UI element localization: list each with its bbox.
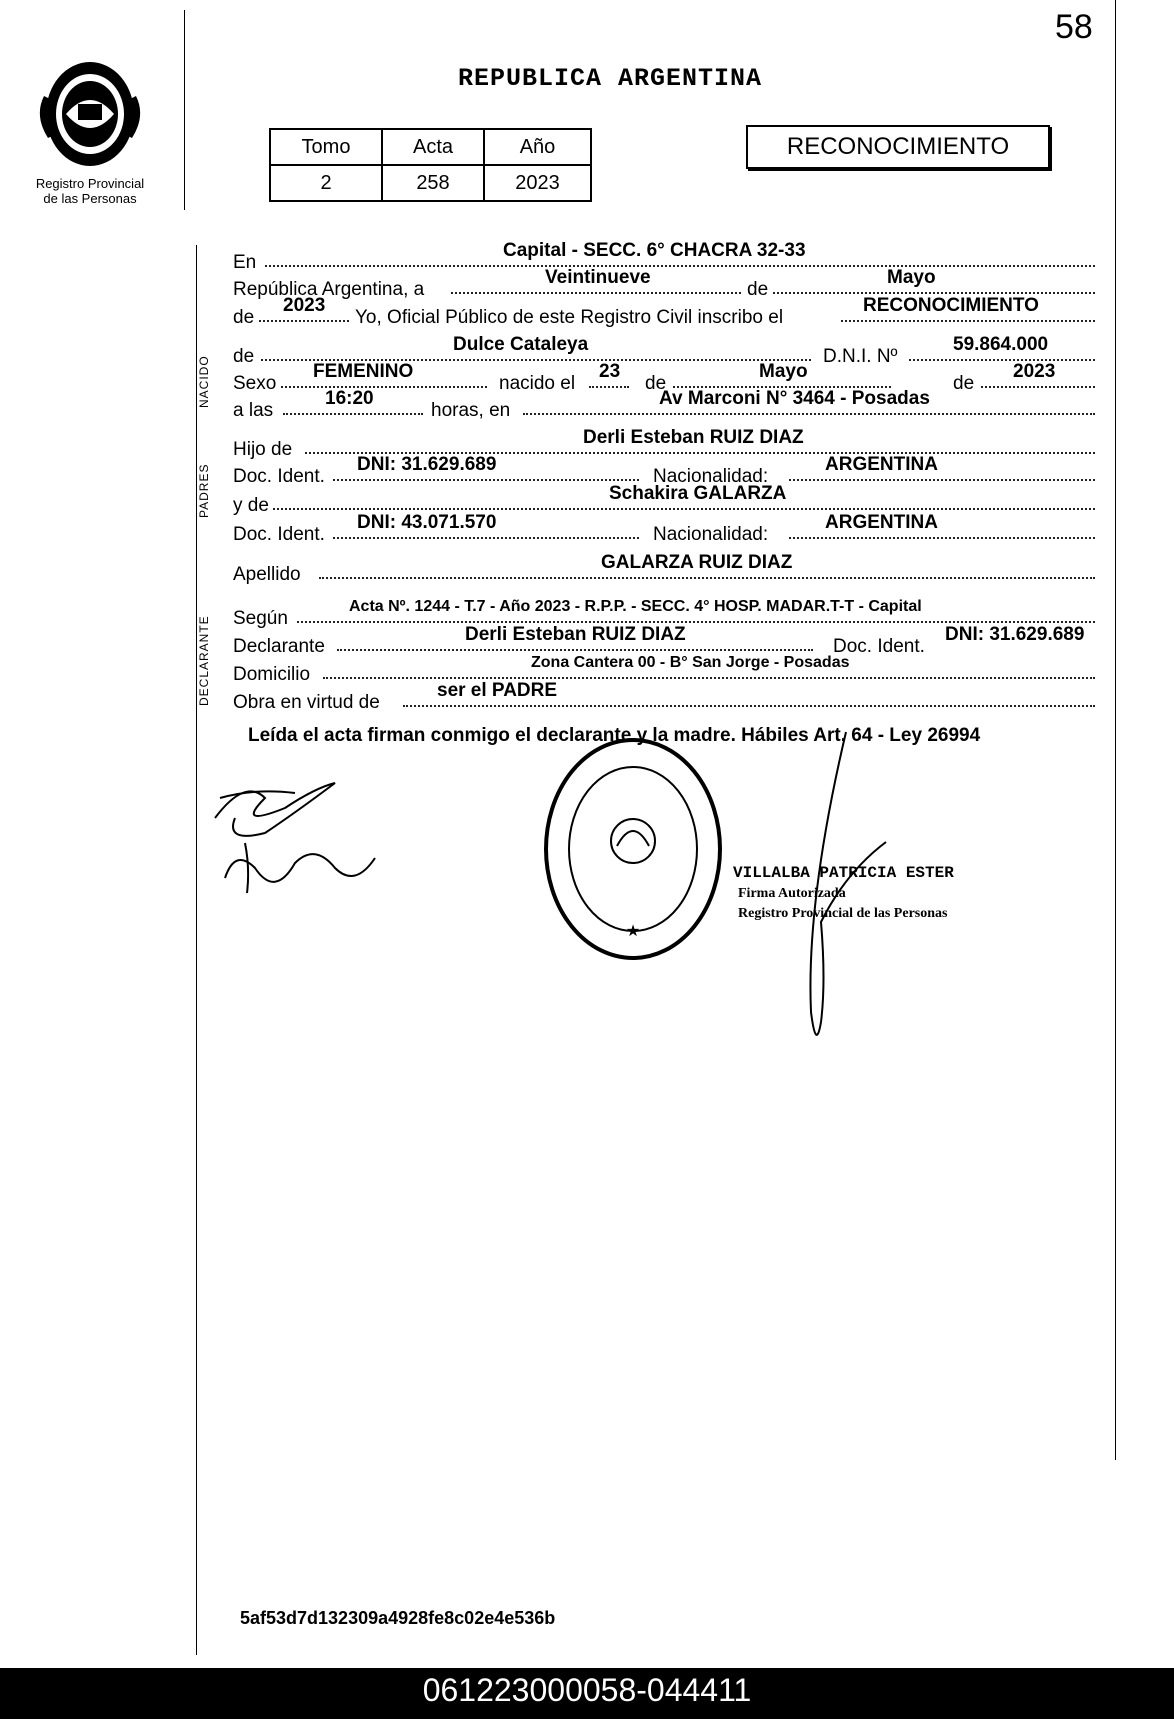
label-nacionalidad: Nacionalidad: [653,524,769,545]
row-hora [233,388,1103,421]
label-sexo: Sexo [233,373,277,394]
provincial-seal-logo [34,56,146,174]
dotted-line [333,479,639,481]
signature-declarante [205,758,385,908]
label-domicilio: Domicilio [233,664,311,685]
row-en [233,240,1103,273]
label-de: de [233,307,255,328]
table-header-anio: Año [484,129,591,165]
value-padre-nacionalidad: ARGENTINA [825,454,938,475]
value-mes: Mayo [887,267,936,288]
dotted-line [265,265,1095,267]
label-horas-en: horas, en [431,400,511,421]
dotted-line [981,386,1095,388]
svg-text:★: ★ [625,923,641,940]
row-obra [233,680,1103,713]
row-apellido [233,552,1103,585]
label-yde: y de [233,495,269,516]
value-dia: Veintinueve [545,267,651,288]
acta-reference-table [269,128,592,202]
label-dni: D.N.I. Nº [823,346,898,367]
value-segun: Acta Nº. 1244 - T.7 - Año 2023 - R.P.P. - SECC. 4° HOSP. MADAR.T-T - Capital [349,598,922,615]
value-nacido-dia: 23 [599,361,621,382]
registry-name [20,176,160,206]
barcode-number: 061223000058-044411 [422,1672,752,1708]
closing-statement: Leída el acta firman conmigo el declarante y la madre. Hábiles Art. 64 - Ley 26994 [248,725,981,746]
label-de: de [953,373,975,394]
label-de: de [645,373,667,394]
page-number: 58 [1055,8,1093,46]
value-declarante-doc: DNI: 31.629.689 [945,624,1085,645]
value-domicilio: Zona Cantera 00 - B° San Jorge - Posadas [531,654,850,671]
value-nacido-mes: Mayo [759,361,808,382]
label-nacido: nacido el [499,373,576,394]
dotted-line [281,386,487,388]
value-lugar-nacimiento: Av Marconi N° 3464 - Posadas [659,388,930,409]
margin-line [196,245,197,1655]
value-anio: 2023 [283,295,326,316]
value-lugar-inscripcion: Capital - SECC. 6° CHACRA 32-33 [503,240,806,261]
value-madre: Schakira GALARZA [609,483,787,504]
value-apellido: GALARZA RUIZ DIAZ [601,552,793,573]
value-inscribo: RECONOCIMIENTO [863,295,1039,316]
dotted-line [841,320,1095,322]
document-hash: 5af53d7d132309a4928fe8c02e4e536b [240,1608,556,1628]
label-alas: a las [233,400,274,421]
margin-line [1115,0,1116,1460]
dotted-line [259,320,349,322]
row-domicilio [233,655,1103,683]
dotted-line [789,479,1095,481]
official-stamp [542,736,724,962]
value-madre-nacionalidad: ARGENTINA [825,512,938,533]
margin-line [184,10,185,210]
value-madre-doc: DNI: 43.071.570 [357,512,497,533]
value-dni: 59.864.000 [953,334,1049,355]
dotted-line [451,292,741,294]
label-obra: Obra en virtud de [233,692,380,713]
officer-office: Registro Provincial de las Personas [738,906,948,921]
act-type-box: RECONOCIMIENTO [746,125,1050,169]
dotted-line [589,386,629,388]
dotted-line [909,359,1095,361]
officer-role: Firma Autorizada [738,886,846,901]
officer-name: VILLALBA PATRICIA ESTER [733,864,954,882]
table-header-tomo: Tomo [270,129,382,165]
dotted-line [523,413,1095,415]
dotted-line [333,537,639,539]
row-madre-doc [233,512,1103,545]
label-de: de [233,346,255,367]
page-title: REPUBLICA ARGENTINA [458,64,763,93]
value-hora: 16:20 [325,388,374,409]
label-declarante-doc: Doc. Ident. [833,636,925,657]
label-doc-ident: Doc. Ident. [233,524,325,545]
table-cell-acta: 258 [382,165,484,201]
value-nacido-anio: 2023 [1013,361,1056,382]
label-de: de [747,279,769,300]
side-label-padres: PADRES [197,463,211,518]
label-declarante: Declarante [233,636,325,657]
side-label-declarante: DECLARANTE [197,615,211,706]
label-doc-ident: Doc. Ident. [233,466,325,487]
label-segun: Según [233,608,288,629]
label-nacionalidad: Nacionalidad: [653,466,769,487]
dotted-line [283,413,423,415]
value-declarante: Derli Esteban RUIZ DIAZ [465,624,686,645]
dotted-line [319,577,1095,579]
label-oficial: Yo, Oficial Público de este Registro Civil inscribo el [355,307,784,328]
label-en: En [233,252,257,273]
table-cell-anio: 2023 [484,165,591,201]
value-obra: ser el PADRE [437,680,558,701]
label-hijo: Hijo de [233,439,293,460]
label-republica: República Argentina, a [233,279,425,300]
dotted-line [403,705,1095,707]
value-nombre: Dulce Cataleya [453,334,589,355]
table-cell-tomo: 2 [270,165,382,201]
registry-line-1: Registro Provincial [35,176,145,191]
value-padre-doc: DNI: 31.629.689 [357,454,497,475]
value-padre: Derli Esteban RUIZ DIAZ [583,427,804,448]
row-oficial [233,295,1103,328]
registry-line-2: de las Personas [43,191,137,206]
side-label-nacido: NACIDO [197,355,211,408]
label-apellido: Apellido [233,564,301,585]
table-header-acta: Acta [382,129,484,165]
value-sexo: FEMENINO [313,361,414,382]
dotted-line [789,537,1095,539]
